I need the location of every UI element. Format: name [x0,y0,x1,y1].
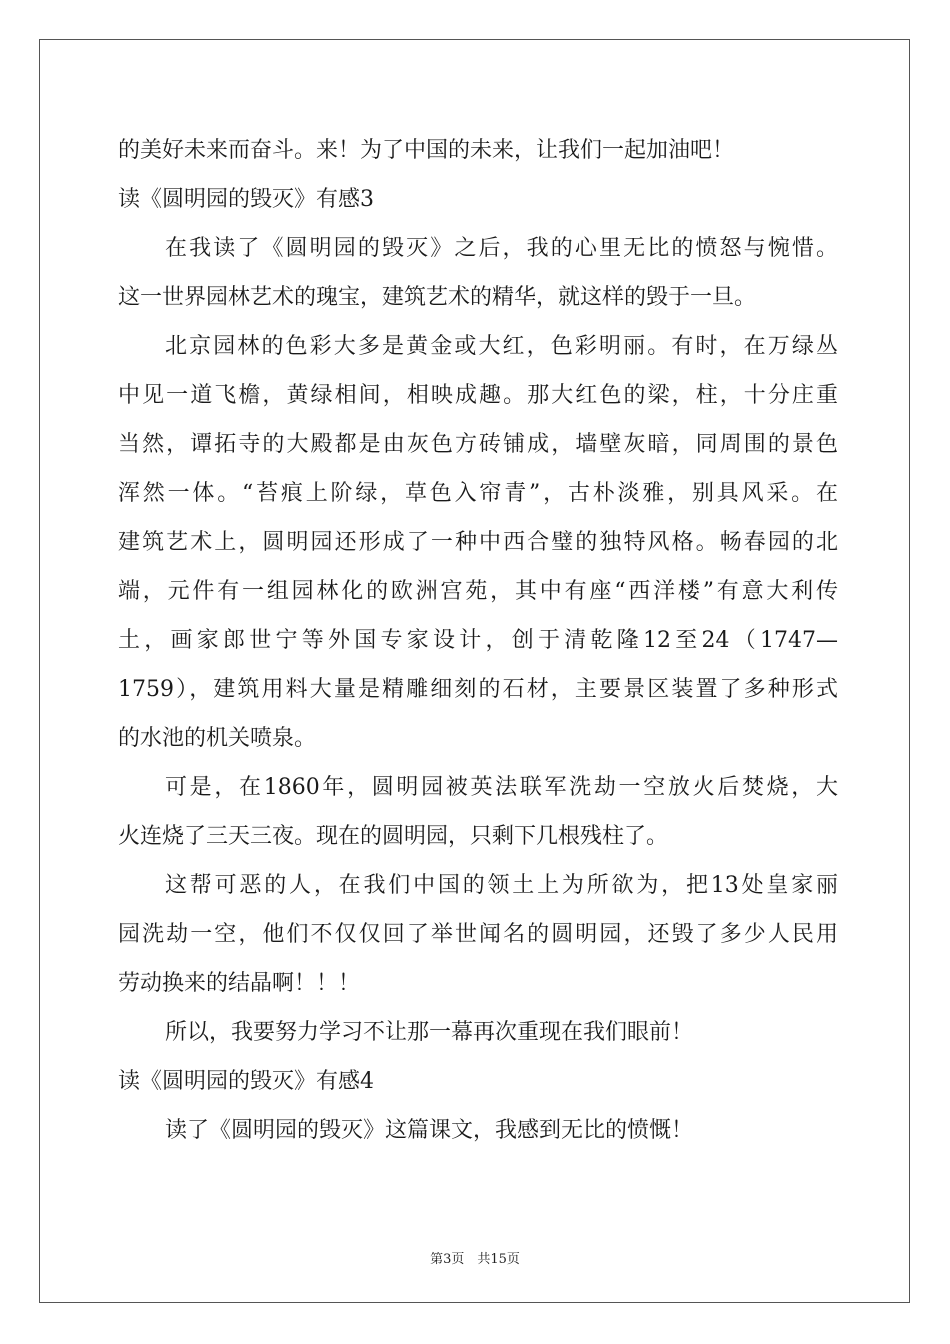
text-line: 园洗劫一空，他们不仅仅回了举世闻名的圆明园，还毁了多少人民用 [118,922,838,947]
text-line: 这一世界园林艺术的瑰宝，建筑艺术的精华，就这样的毁于一旦。 [118,285,757,310]
text-line: 1759），建筑用料大量是精雕细刻的石材，主要景区装置了多种形式 [118,677,838,702]
text-line: 浑然一体。“苔痕上阶绿，草色入帘青”，古朴淡雅，别具风采。在 [118,481,838,506]
text-line: 劳动换来的结晶啊！！！ [118,971,361,996]
text-line: 当然，谭拓寺的大殿都是由灰色方砖铺成，墙壁灰暗，同周围的景色 [118,432,838,457]
text-line: 中见一道飞檐，黄绿相间，相映成趣。那大红色的梁，柱，十分庄重 [118,383,838,408]
text-line: 这帮可恶的人，在我们中国的领土上为所欲为，把13处皇家丽 [165,873,838,898]
text-line: 端，元件有一组园林化的欧洲宫苑，其中有座“西洋楼”有意大利传 [118,579,838,604]
text-line: 北京园林的色彩大多是黄金或大红，色彩明丽。有时，在万绿丛 [165,334,838,359]
essay-heading: 读《圆明园的毁灭》有感3 [118,187,374,212]
text-line: 的水池的机关喷泉。 [118,726,317,751]
essay-heading: 读《圆明园的毁灭》有感4 [118,1069,374,1094]
text-line: 建筑艺术上，圆明园还形成了一种中西合璧的独特风格。畅春园的北 [118,530,838,555]
text-line: 在我读了《圆明园的毁灭》之后，我的心里无比的愤怒与惋惜。 [165,236,838,261]
document-body [118,126,838,1155]
text-line: 土，画家郎世宁等外国专家设计，创于清乾隆12至24（1747— [118,628,838,653]
text-line: 读了《圆明园的毁灭》这篇课文，我感到无比的愤慨！ [165,1118,694,1143]
text-line: 火连烧了三天三夜。现在的圆明园，只剩下几根残柱了。 [118,824,669,849]
page-number-footer: 第3页 共15页 [430,1252,520,1267]
text-line: 可是，在1860年，圆明园被英法联军洗劫一空放火后焚烧，大 [165,775,838,800]
text-line: 所以，我要努力学习不让那一幕再次重现在我们眼前！ [165,1020,694,1045]
text-line: 的美好未来而奋斗。来！为了中国的未来，让我们一起加油吧！ [118,138,735,163]
